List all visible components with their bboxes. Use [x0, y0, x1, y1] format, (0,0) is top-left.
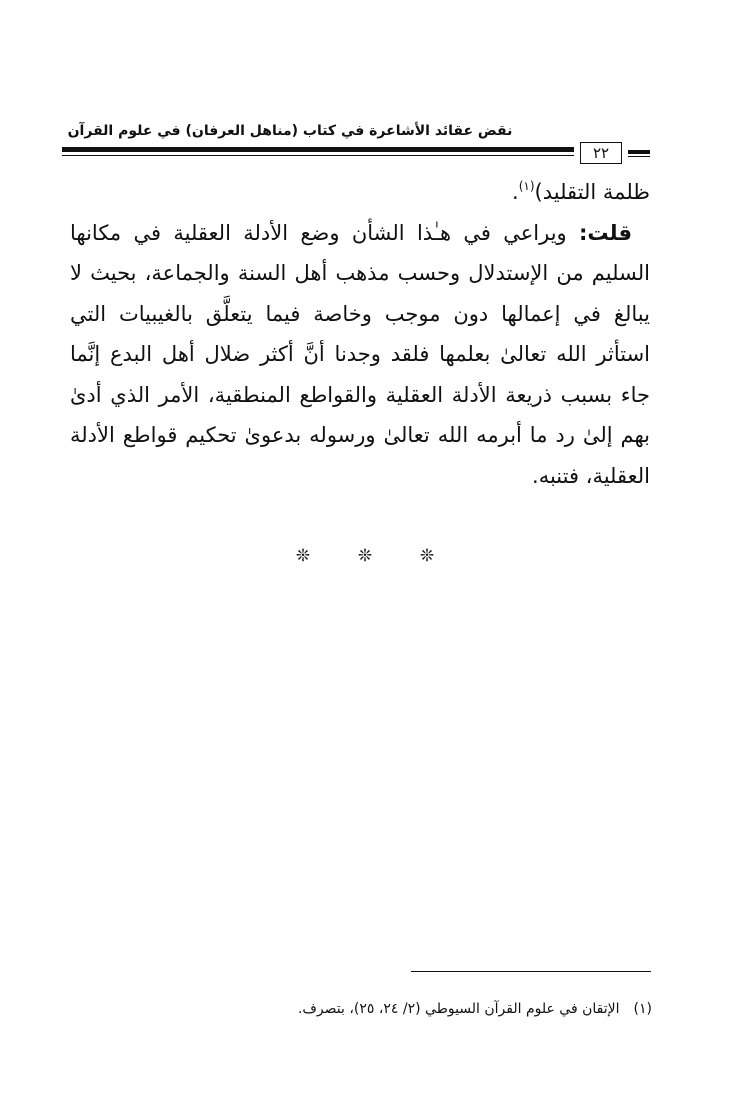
continuation-text: ظلمة التقليد) [534, 180, 650, 204]
footnote-text: الإتقان في علوم القرآن السيوطي (٢/ ٢٤، ٢٥)، بتصرف. [297, 1001, 620, 1017]
ornament-star-icon: ❊ [295, 546, 311, 566]
ornament-star-icon: ❊ [419, 546, 435, 566]
header-rule-right-thin [628, 156, 650, 157]
ornament-star-icon: ❊ [357, 546, 373, 566]
running-header-title: نقض عقائد الأشاعرة في كتاب (مناهل العرفان) في علوم القرآن [67, 123, 513, 139]
paragraph-text: ويراعي في هـٰذا الشأن وضع الأدلة العقلية في مكانها السليم من الإستدلال وحسب مذهب أهل السنة والجماعة، بحيث لا يبالغ في إعمالها دون موجب وخاصة فيما يتعلَّق بالغيبيات التي استأثر الله تعالىٰ بعلمها فلقد وجدنا أنَّ أكثر ضلال أهل البدع إنَّما جاء بسبب ذريعة الأدلة العقلية والقواطع المنطقية، الأمر الذي أدىٰ بهم إلىٰ رد ما أبرمه الله تعالىٰ ورسوله بدعوىٰ تحكيم قواطع الأدلة العقلية، فتنبه. [70, 220, 650, 488]
footnote-reference: (١) [518, 179, 535, 193]
section-ornament [290, 543, 440, 569]
header-rule [62, 147, 574, 152]
continuation-period: . [512, 180, 519, 204]
header-rule-right [628, 150, 650, 154]
footnote-separator [411, 971, 651, 972]
qult-label: قلت: [579, 220, 632, 245]
body-text [70, 172, 650, 496]
footnote [150, 998, 652, 1020]
footnote-number: (١) [633, 1001, 652, 1017]
header-rule-thin [62, 155, 574, 156]
main-paragraph [70, 213, 650, 497]
page-number: ٢٢ [580, 142, 622, 164]
continuation-line [70, 172, 650, 213]
